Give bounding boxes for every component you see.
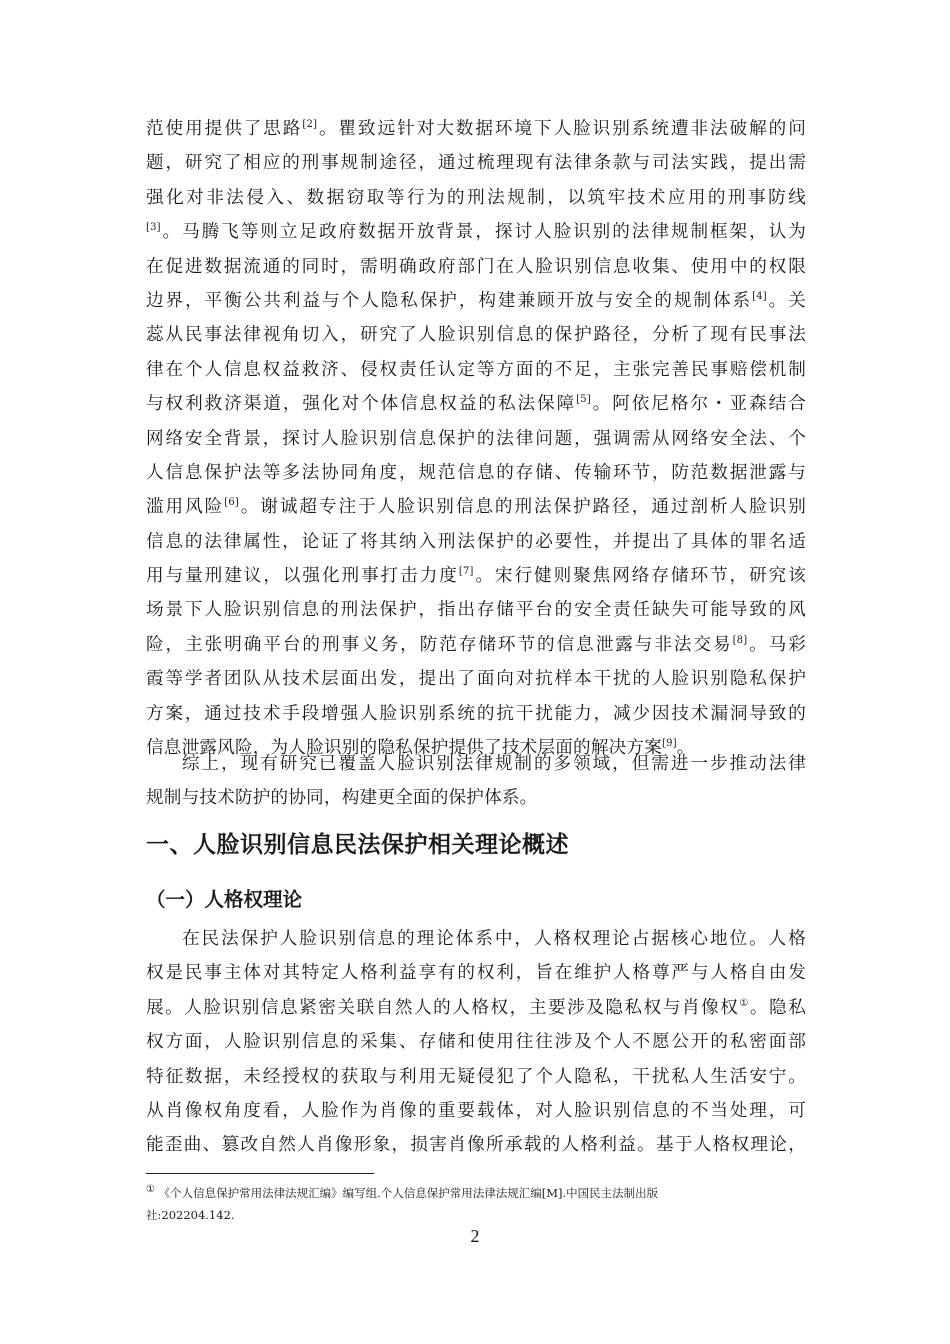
text-line: 场景下人脸识别信息的刑法保护，指出存储平台的安全责任缺失可能导致的风: [146, 600, 806, 621]
citation-ref[interactable]: [4]: [752, 291, 767, 303]
text-line: 霞等学者团队从技术层面出发，提出了面向对抗样本干扰的人脸识别隐私保护: [146, 669, 806, 690]
summary-paragraph: [146, 747, 806, 816]
text-line: 题，研究了相应的刑事规制途径，通过梳理现有法律条款与司法实践，提出需: [146, 153, 806, 174]
text-line: 律在个人信息权益救济、侵权责任认定等方面的不足，主张完善民事赔偿机制: [146, 359, 806, 380]
citation-ref[interactable]: [3]: [146, 222, 161, 234]
text-line: 边界，平衡公共利益与个人隐私保护，构建兼顾开放与安全的规制体系[4]。关: [146, 290, 806, 311]
text-line: 滥用风险[6]。谢诚超专注于人脸识别信息的刑法保护路径，通过剖析人脸识别: [146, 497, 806, 518]
citation-ref[interactable]: [2]: [302, 119, 318, 131]
personality-rights-paragraph: [146, 922, 806, 1163]
page-number: 2: [470, 1226, 480, 1246]
citation-ref[interactable]: [6]: [224, 497, 239, 509]
text-line: 蕊从民事法律视角切入，研究了人脸识别信息的保护路径，分析了现有民事法: [146, 325, 806, 346]
text-line: 强化对非法侵入、数据窃取等行为的刑法规制，以筑牢技术应用的刑事防线: [146, 187, 806, 208]
subsection-heading: （一）人格权理论: [146, 888, 303, 911]
text-line: 权方面，人脸识别信息的采集、存储和使用往往涉及个人不愿公开的私密面部: [146, 1032, 806, 1053]
footnote-separator: [146, 1173, 374, 1174]
citation-ref[interactable]: [5]: [576, 394, 591, 406]
text-line: 信息的法律属性，论证了将其纳入刑法保护的必要性，并提出了具体的罪名适: [146, 531, 806, 552]
text-line: 规制与技术防护的协同，构建更全面的保护体系。: [146, 788, 538, 809]
text-line: [3]。马腾飞等则立足政府数据开放背景，探讨人脸识别的法律规制框架，认为: [146, 222, 806, 243]
literature-review-paragraph: [146, 112, 806, 765]
text-line: 人信息保护法等多法协同角度，规范信息的存储、传输环节，防范数据泄露与: [146, 462, 806, 483]
footnote-marker: ①: [146, 1184, 155, 1196]
text-line: 范使用提供了思路[2]。瞿致远针对大数据环境下人脸识别系统遭非法破解的问: [146, 119, 806, 139]
text-line: 信息泄露风险，为人脸识别的隐私保护提供了技术层面的解决方案[9]。: [146, 738, 695, 759]
text-line: 从肖像权角度看，人脸作为肖像的重要载体，对人脸识别信息的不当处理，可: [146, 1100, 806, 1121]
text-line: 能歪曲、篡改自然人肖像形象，损害肖像所承载的人格利益。基于人格权理论，: [146, 1135, 806, 1156]
citation-ref[interactable]: [9]: [662, 738, 677, 750]
text-line: 权是民事主体对其特定人格利益享有的权利，旨在维护人格尊严与人格自由发: [146, 963, 806, 984]
text-line: 险，主张明确平台的刑事义务，防范存储环节的信息泄露与非法交易[8]。马彩: [146, 634, 806, 655]
section-heading: 一、人脸识别信息民法保护相关理论概述: [146, 832, 569, 858]
text-line: 方案，通过技术手段增强人脸识别系统的抗干扰能力，减少因技术漏洞导致的: [146, 703, 806, 724]
text-line: 综上，现有研究已覆盖人脸识别法律规制的多领域，但需进一步推动法律: [182, 754, 806, 774]
text-line: 用与量刑建议，以强化刑事打击力度[7]。宋行健则聚焦网络存储环节，研究该: [146, 566, 806, 587]
text-line: 在促进数据流通的同时，需明确政府部门在人脸识别信息收集、使用中的权限: [146, 256, 806, 277]
text-line: 展。人脸识别信息紧密关联自然人的人格权，主要涉及隐私权与肖像权①。隐私: [146, 997, 806, 1018]
footnote-ref[interactable]: ①: [739, 997, 750, 1009]
text-line: 在民法保护人脸识别信息的理论体系中，人格权理论占据核心地位。人格: [182, 929, 806, 949]
text-line: 网络安全背景，探讨人脸识别信息保护的法律问题，强调需从网络安全法、个: [146, 428, 806, 449]
footnote-line: 社:202204.142.: [146, 1208, 235, 1222]
footnote-line: ① 《个人信息保护常用法律法规汇编》编写组.个人信息保护常用法律法规汇编[M].中国民主法制出版: [146, 1184, 659, 1200]
text-line: 与权利救济渠道，强化对个体信息权益的私法保障[5]。阿依尼格尔・亚森结合: [146, 394, 806, 415]
citation-ref[interactable]: [7]: [458, 566, 474, 578]
citation-ref[interactable]: [8]: [732, 635, 748, 646]
text-line: 特征数据，未经授权的获取与利用无疑侵犯了个人隐私，干扰私人生活安宁。: [146, 1066, 806, 1087]
